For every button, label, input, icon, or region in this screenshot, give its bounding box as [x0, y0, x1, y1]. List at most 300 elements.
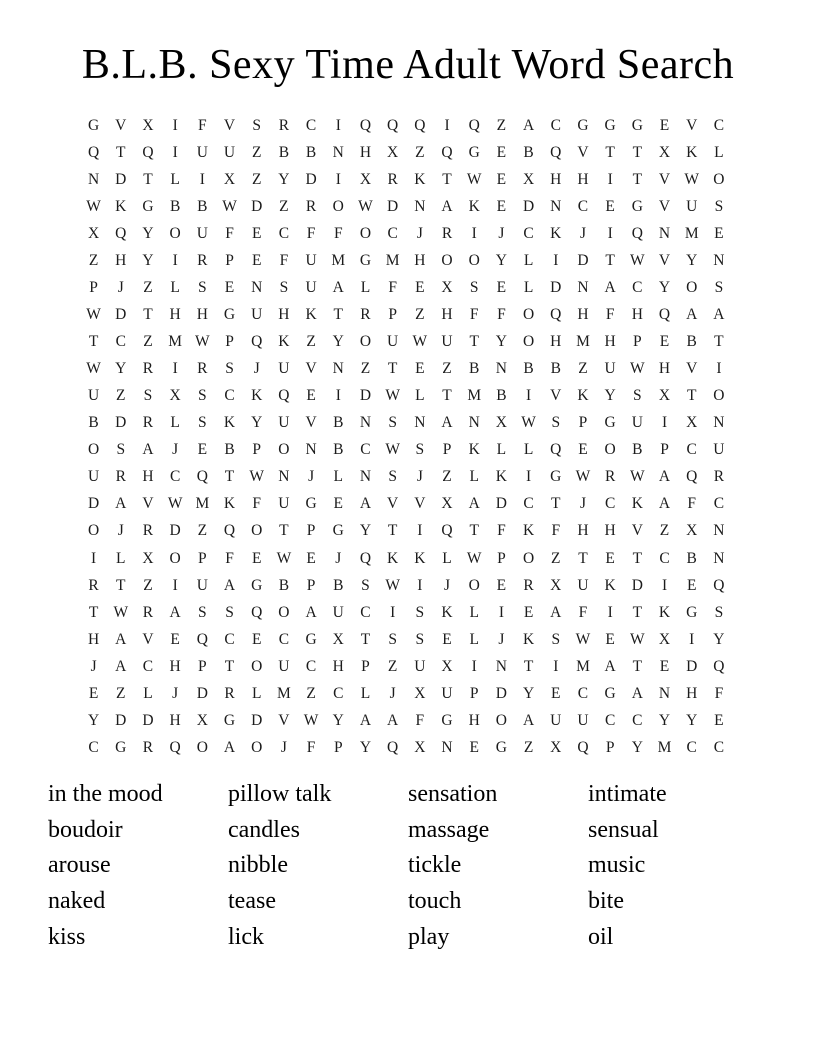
grid-letter: C: [333, 684, 344, 702]
grid-letter: A: [604, 279, 616, 297]
grid-letter: Q: [196, 630, 208, 648]
grid-letter: H: [87, 630, 100, 648]
grid-letter: T: [632, 170, 643, 188]
grid-letter: D: [522, 197, 535, 215]
grid-letter: G: [631, 116, 643, 134]
grid-letter: E: [605, 549, 615, 567]
grid-letter: V: [305, 414, 317, 432]
grid-letter: I: [390, 603, 396, 621]
grid-letter: H: [658, 360, 671, 378]
grid-letter: S: [415, 441, 425, 459]
grid-letter: W: [86, 360, 101, 378]
grid-letter: T: [143, 170, 153, 188]
grid-letter: T: [469, 333, 479, 351]
word-list-item: bite: [588, 888, 624, 915]
grid-letter: C: [278, 224, 290, 242]
grid-letter: N: [441, 738, 453, 756]
grid-letter: N: [495, 657, 507, 675]
word-list-item: sensation: [408, 781, 498, 807]
grid-letter: U: [305, 252, 317, 269]
grid-letter: H: [332, 657, 344, 675]
grid-letter: Q: [713, 576, 725, 594]
grid-letter: X: [686, 522, 698, 540]
grid-letter: G: [332, 522, 344, 540]
grid-letter: T: [632, 603, 643, 621]
grid-letter: S: [633, 387, 642, 405]
grid-letter: E: [251, 549, 262, 567]
grid-letter: U: [305, 279, 317, 297]
grid-letter: Q: [115, 224, 127, 242]
page-title: B.L.B. Sexy Time Adult Word Search: [81, 42, 735, 88]
grid-letter: F: [333, 224, 343, 242]
grid-letter: E: [306, 387, 316, 405]
grid-letter: U: [278, 495, 290, 513]
grid-letter: N: [658, 684, 671, 702]
grid-letter: N: [713, 522, 725, 540]
grid-letter: Z: [415, 143, 425, 161]
grid-letter: K: [223, 495, 236, 513]
grid-letter: Z: [306, 333, 316, 351]
grid-letter: U: [577, 711, 589, 729]
grid-letter: E: [251, 224, 262, 242]
word-list-column: [228, 777, 408, 956]
grid-letter: O: [251, 738, 263, 756]
grid-letter: N: [414, 414, 426, 432]
word-list-item: massage: [408, 816, 490, 843]
grid-letter: U: [196, 224, 208, 242]
grid-letter: P: [633, 333, 642, 351]
grid-letter: Q: [713, 657, 725, 675]
grid-letter: K: [441, 603, 453, 621]
grid-letter: A: [686, 306, 698, 324]
grid-letter: M: [195, 495, 210, 513]
grid-letter: B: [686, 333, 697, 351]
grid-letter: W: [466, 549, 482, 567]
grid-letter: M: [576, 657, 590, 675]
grid-letter: Q: [441, 143, 453, 161]
grid-letter: Q: [142, 143, 154, 161]
grid-letter: G: [441, 711, 453, 729]
grid-letter: U: [441, 333, 453, 351]
grid-letter: C: [278, 630, 290, 648]
grid-letter: V: [686, 360, 698, 378]
grid-letter: Q: [550, 306, 562, 324]
grid-letter: Y: [522, 684, 535, 702]
grid-letter: Q: [577, 738, 589, 756]
grid-letter: E: [496, 197, 507, 215]
grid-letter: R: [142, 738, 154, 756]
grid-letter: V: [305, 360, 317, 378]
grid-letter: C: [523, 224, 534, 242]
grid-letter: O: [468, 252, 480, 269]
grid-letter: B: [686, 549, 697, 567]
grid-letter: J: [172, 684, 179, 702]
grid-letter: T: [387, 522, 398, 540]
grid-letter: H: [604, 522, 616, 540]
grid-letter: N: [414, 197, 426, 215]
grid-letter: Y: [142, 224, 154, 242]
grid-letter: T: [686, 387, 697, 405]
grid-letter: C: [686, 738, 697, 756]
grid-letter: Q: [441, 522, 453, 540]
grid-letter: I: [607, 224, 613, 242]
grid-letter: Y: [686, 711, 698, 729]
grid-letter: I: [471, 224, 477, 242]
grid-letter: B: [224, 441, 235, 459]
grid-letter: H: [142, 468, 154, 486]
grid-letter: O: [251, 522, 263, 540]
grid-letter: V: [658, 170, 671, 188]
grid-letter: N: [332, 360, 344, 378]
grid-letter: L: [333, 468, 344, 486]
grid-letter: M: [331, 252, 346, 269]
grid-letter: Y: [251, 414, 263, 432]
grid-letter: Z: [442, 360, 452, 378]
grid-letter: U: [441, 684, 453, 702]
grid-letter: C: [115, 333, 126, 351]
grid-letter: P: [578, 414, 588, 432]
grid-letter: I: [553, 252, 559, 269]
grid-letter: E: [686, 576, 697, 594]
grid-letter: J: [498, 224, 505, 242]
grid-letter: Y: [631, 738, 643, 756]
grid-letter: L: [116, 549, 126, 567]
grid-letter: P: [306, 576, 316, 594]
grid-letter: B: [305, 143, 317, 161]
grid-letter: A: [522, 116, 535, 134]
grid-letter: O: [686, 279, 698, 297]
grid-letter: S: [388, 630, 397, 648]
word-search-grid: [80, 112, 733, 761]
grid-letter: C: [169, 468, 181, 486]
grid-letter: V: [223, 116, 236, 134]
grid-letter: H: [577, 522, 589, 540]
grid-letter: S: [415, 603, 425, 621]
grid-letter: E: [714, 711, 724, 729]
grid-letter: M: [467, 387, 482, 405]
grid-letter: G: [223, 306, 236, 324]
grid-letter: Q: [658, 306, 671, 324]
grid-letter: I: [498, 603, 504, 621]
grid-letter: L: [170, 414, 180, 432]
grid-letter: L: [469, 603, 479, 621]
grid-letter: K: [414, 170, 426, 188]
grid-letter: H: [577, 306, 589, 324]
grid-letter: K: [251, 387, 263, 405]
grid-letter: C: [713, 495, 725, 513]
grid-letter: F: [497, 522, 506, 540]
grid-letter: T: [387, 360, 398, 378]
grid-letter: X: [550, 738, 562, 756]
grid-letter: E: [251, 630, 262, 648]
grid-letter: J: [172, 441, 179, 459]
grid-letter: O: [169, 549, 181, 567]
grid-letter: O: [522, 549, 535, 567]
word-list-item: kiss: [48, 923, 86, 950]
grid-letter: P: [469, 684, 479, 702]
grid-letter: H: [196, 306, 208, 324]
grid-letter: H: [441, 306, 453, 324]
grid-letter: S: [714, 197, 724, 215]
grid-letter: U: [251, 306, 263, 324]
grid-letter: G: [604, 684, 616, 702]
grid-letter: I: [417, 522, 423, 540]
grid-letter: G: [305, 630, 317, 648]
grid-letter: W: [575, 630, 591, 648]
grid-letter: A: [604, 657, 616, 675]
word-list-item: touch: [408, 888, 462, 915]
grid-letter: H: [468, 711, 480, 729]
grid-letter: N: [278, 468, 290, 486]
grid-letter: A: [169, 603, 181, 621]
grid-letter: I: [199, 170, 205, 188]
grid-letter: N: [495, 360, 507, 378]
grid-letter: V: [278, 711, 290, 729]
grid-letter: I: [444, 116, 450, 134]
grid-letter: F: [578, 603, 588, 621]
grid-letter: Q: [550, 143, 562, 161]
grid-letter: I: [172, 576, 178, 594]
grid-letter: R: [713, 468, 725, 486]
grid-letter: H: [169, 306, 181, 324]
grid-letter: J: [253, 360, 260, 378]
grid-letter: C: [713, 116, 725, 134]
grid-letter: R: [197, 252, 208, 269]
grid-letter: N: [332, 143, 344, 161]
grid-letter: A: [631, 684, 643, 702]
grid-letter: C: [224, 387, 235, 405]
grid-letter: A: [223, 576, 236, 594]
grid-letter: F: [605, 306, 615, 324]
grid-letter: Z: [116, 387, 126, 405]
grid-letter: E: [251, 252, 262, 269]
grid-letter: Y: [495, 252, 507, 269]
grid-letter: P: [361, 657, 370, 675]
grid-letter: W: [167, 495, 183, 513]
grid-letter: A: [305, 603, 317, 621]
grid-letter: Q: [631, 224, 643, 242]
grid-letter: A: [115, 630, 127, 648]
grid-letter: P: [442, 441, 452, 459]
grid-letter: K: [115, 197, 127, 215]
grid-letter: A: [115, 495, 127, 513]
grid-letter: P: [333, 738, 343, 756]
grid-letter: O: [713, 170, 725, 188]
grid-letter: G: [142, 197, 154, 215]
grid-letter: I: [526, 387, 532, 405]
grid-letter: O: [495, 711, 507, 729]
grid-letter: L: [523, 441, 534, 459]
word-list-column: [48, 777, 228, 956]
grid-letter: D: [495, 684, 507, 702]
grid-letter: S: [279, 279, 289, 297]
grid-letter: H: [631, 306, 643, 324]
grid-letter: F: [415, 711, 425, 729]
grid-letter: J: [389, 684, 396, 702]
grid-letter: X: [332, 630, 344, 648]
grid-letter: T: [279, 522, 289, 540]
grid-letter: O: [251, 657, 263, 675]
grid-letter: R: [523, 576, 534, 594]
grid-letter: M: [684, 224, 699, 242]
grid-letter: H: [414, 252, 426, 269]
grid-letter: I: [172, 116, 178, 134]
grid-letter: J: [444, 576, 451, 594]
grid-letter: A: [332, 279, 344, 297]
grid-letter: S: [198, 387, 207, 405]
grid-letter: B: [523, 360, 534, 378]
grid-letter: T: [442, 387, 452, 405]
grid-letter: R: [115, 468, 126, 486]
grid-letter: E: [442, 630, 452, 648]
grid-letter: D: [359, 387, 372, 405]
grid-letter: D: [495, 495, 507, 513]
grid-letter: L: [251, 684, 262, 702]
grid-letter: B: [88, 414, 99, 432]
grid-letter: C: [360, 603, 371, 621]
grid-letter: I: [335, 116, 341, 134]
grid-letter: V: [142, 630, 154, 648]
grid-letter: O: [196, 738, 208, 756]
grid-letter: J: [308, 468, 315, 486]
grid-letter: S: [143, 387, 153, 405]
grid-letter: B: [469, 360, 480, 378]
grid-letter: D: [169, 522, 181, 540]
grid-letter: G: [550, 468, 562, 486]
grid-letter: L: [360, 279, 371, 297]
grid-letter: D: [115, 170, 127, 188]
grid-letter: D: [251, 711, 263, 729]
grid-letter: S: [225, 360, 234, 378]
grid-letter: O: [713, 387, 725, 405]
grid-letter: X: [169, 387, 181, 405]
grid-letter: W: [358, 197, 373, 215]
grid-letter: R: [142, 603, 154, 621]
grid-letter: S: [388, 468, 397, 486]
grid-letter: N: [713, 414, 725, 432]
grid-letter: T: [551, 495, 561, 513]
grid-letter: A: [359, 711, 372, 729]
grid-letter: R: [387, 170, 398, 188]
grid-letter: Z: [88, 252, 99, 269]
grid-letter: L: [469, 630, 479, 648]
grid-letter: V: [658, 197, 671, 215]
grid-letter: J: [579, 495, 586, 513]
grid-letter: V: [631, 522, 643, 540]
grid-letter: A: [441, 197, 453, 215]
grid-letter: L: [523, 279, 534, 297]
grid-letter: K: [577, 387, 589, 405]
grid-letter: A: [658, 468, 671, 486]
grid-letter: E: [714, 224, 724, 242]
grid-letter: T: [714, 333, 724, 351]
grid-letter: R: [197, 360, 208, 378]
grid-letter: V: [577, 143, 589, 161]
grid-letter: U: [87, 387, 100, 405]
grid-letter: G: [577, 116, 589, 134]
grid-letter: Y: [658, 279, 671, 297]
grid-letter: T: [578, 549, 588, 567]
grid-letter: D: [115, 711, 127, 729]
word-list-item: naked: [48, 888, 106, 915]
grid-letter: L: [469, 468, 479, 486]
grid-letter: T: [116, 143, 126, 161]
grid-letter: D: [251, 197, 263, 215]
grid-letter: W: [412, 333, 428, 351]
grid-letter: P: [198, 657, 207, 675]
grid-letter: X: [414, 684, 426, 702]
grid-letter: C: [713, 738, 725, 756]
grid-letter: K: [550, 224, 562, 242]
grid-letter: O: [332, 197, 344, 215]
grid-letter: P: [225, 333, 234, 351]
grid-letter: W: [86, 306, 101, 324]
grid-letter: N: [550, 197, 562, 215]
grid-letter: H: [550, 333, 562, 351]
grid-letter: A: [550, 603, 562, 621]
grid-letter: W: [684, 170, 700, 188]
grid-letter: H: [686, 684, 698, 702]
grid-letter: E: [88, 684, 99, 702]
grid-letter: G: [223, 711, 236, 729]
word-list-item: boudoir: [48, 816, 123, 843]
grid-letter: W: [466, 170, 482, 188]
grid-letter: T: [605, 143, 615, 161]
word-list-item: pillow talk: [228, 781, 332, 807]
grid-letter: W: [195, 333, 210, 351]
grid-letter: C: [577, 684, 589, 702]
grid-letter: N: [251, 279, 263, 297]
grid-letter: Y: [278, 170, 290, 188]
grid-letter: N: [87, 170, 100, 188]
grid-letter: D: [115, 306, 127, 324]
grid-letter: O: [87, 441, 100, 459]
grid-letter: A: [522, 711, 535, 729]
grid-letter: W: [630, 360, 645, 378]
word-list: [48, 777, 667, 956]
grid-letter: Q: [251, 603, 263, 621]
grid-letter: E: [605, 197, 615, 215]
word-list-item: play: [408, 923, 450, 950]
grid-letter: R: [142, 360, 154, 378]
grid-letter: J: [335, 549, 342, 567]
grid-letter: K: [305, 306, 317, 324]
grid-letter: D: [550, 279, 562, 297]
grid-letter: K: [468, 441, 480, 459]
grid-letter: O: [359, 333, 372, 351]
grid-letter: W: [222, 197, 237, 215]
word-list-item: intimate: [588, 781, 667, 807]
grid-letter: I: [607, 170, 613, 188]
grid-letter: H: [604, 333, 616, 351]
grid-letter: L: [496, 441, 507, 459]
grid-letter: Z: [387, 657, 398, 675]
grid-letter: B: [197, 197, 208, 215]
grid-letter: L: [360, 684, 371, 702]
grid-letter: E: [496, 576, 507, 594]
grid-letter: Y: [115, 360, 127, 378]
grid-letter: E: [578, 441, 588, 459]
grid-letter: R: [604, 468, 616, 486]
grid-letter: G: [631, 197, 643, 215]
grid-letter: F: [279, 252, 289, 269]
grid-letter: I: [607, 603, 613, 621]
grid-letter: W: [385, 576, 400, 594]
grid-letter: I: [526, 468, 532, 486]
grid-letter: J: [117, 279, 124, 297]
grid-letter: P: [198, 549, 207, 567]
grid-letter: X: [142, 116, 154, 134]
